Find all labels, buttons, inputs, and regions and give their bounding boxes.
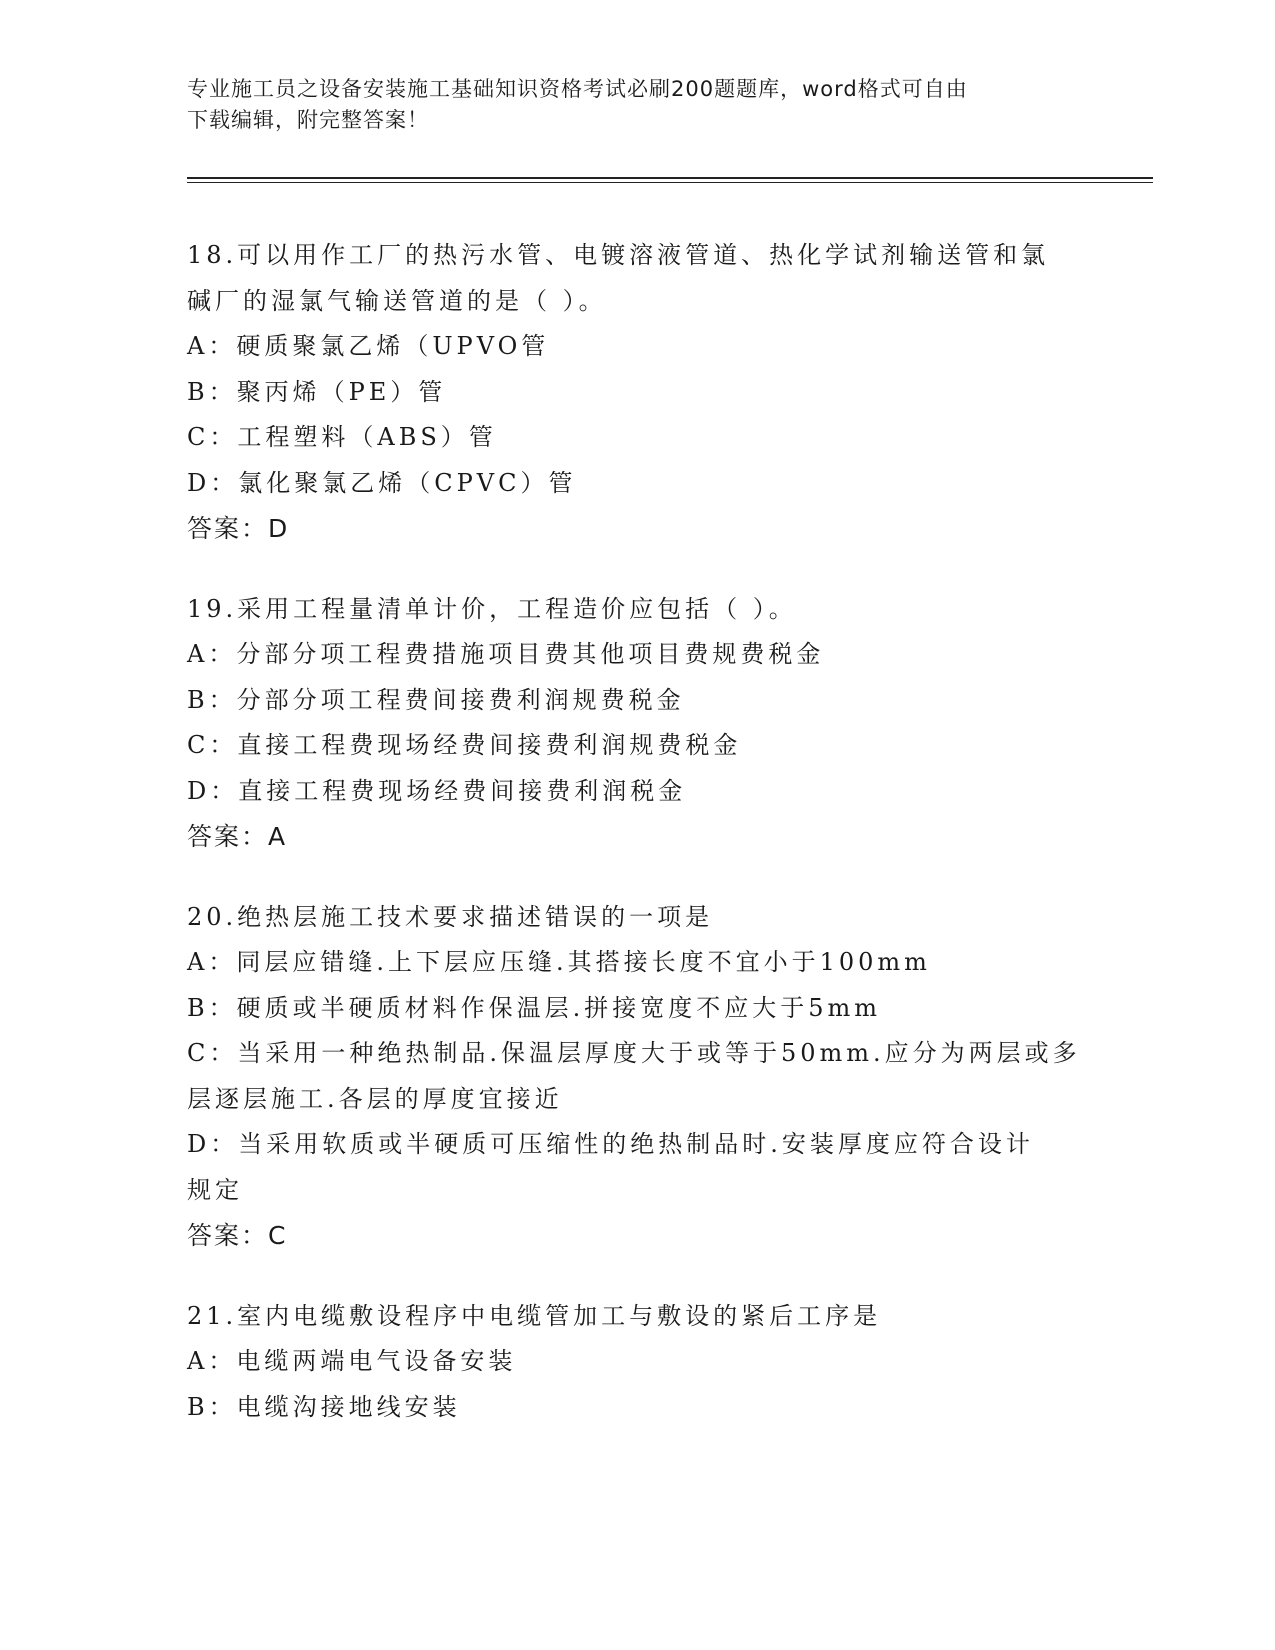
option-a: A：电缆两端电气设备安装 (187, 1347, 517, 1375)
option-b: B：硬质或半硬质材料作保温层.拼接宽度不应大于5mm (187, 993, 882, 1022)
option-c: C：工程塑料（ABS）管 (187, 423, 497, 451)
question-stem-line: 19.采用工程量清单计价，工程造价应包括（ ）。 (187, 594, 797, 623)
document-header (187, 74, 1067, 136)
option-b: B：分部分项工程费间接费利润规费税金 (187, 685, 685, 714)
question-stem-line: 20.绝热层施工技术要求描述错误的一项是 (187, 902, 714, 931)
header-line-2: 下载编辑，附完整答案！ (187, 108, 429, 132)
question-18 (187, 233, 1087, 552)
option-b: B：聚丙烯（PE）管 (187, 377, 447, 406)
option-a: A：分部分项工程费措施项目费其他项目费规费税金 (187, 640, 825, 668)
question-stem-line: 21.室内电缆敷设程序中电缆管加工与敷设的紧后工序是 (187, 1301, 882, 1330)
answer-label: 答案：A (187, 822, 288, 851)
option-c: C：直接工程费现场经费间接费利润规费税金 (187, 731, 742, 759)
option-d: D：直接工程费现场经费间接费利润税金 (187, 776, 687, 805)
option-a: A：硬质聚氯乙烯（UPVO管 (187, 332, 550, 360)
option-d: D：氯化聚氯乙烯（CPVC）管 (187, 468, 577, 497)
question-stem-line: 18.可以用作工厂的热污水管、电镀溶液管道、热化学试剂输送管和氯 (187, 241, 1050, 269)
option-a: A：同层应错缝.上下层应压缝.其搭接长度不宜小于100mm (187, 948, 931, 976)
option-c: C：当采用一种绝热制品.保温层厚度大于或等于50mm.应分为两层或多 层逐层施工.各层的厚度宜接近 (187, 1039, 1081, 1113)
header-line-1: 专业施工员之设备安装施工基础知识资格考试必刷200题题库，word格式可自由 (187, 77, 968, 101)
question-21 (187, 1294, 1087, 1431)
question-list (187, 233, 1087, 1465)
question-20 (187, 895, 1087, 1259)
option-b: B：电缆沟接地线安装 (187, 1392, 461, 1421)
answer-label: 答案：C (187, 1221, 288, 1250)
header-divider-thick (187, 177, 1153, 179)
option-d: D：当采用软质或半硬质可压缩性的绝热制品时.安装厚度应符合设计 规定 (187, 1130, 1034, 1204)
question-19 (187, 587, 1087, 860)
header-divider-thin (187, 182, 1153, 183)
answer-label: 答案：D (187, 514, 290, 543)
question-stem-line: 碱厂的湿氯气输送管道的是（ ）。 (187, 286, 607, 315)
